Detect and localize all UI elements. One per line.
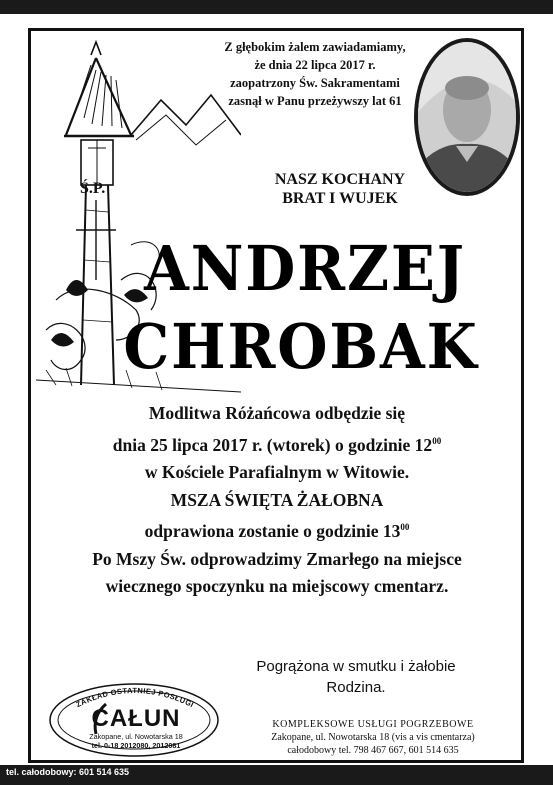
top-bar [0,0,553,14]
mourners-line: Pogrążona w smutku i żałobie [256,658,456,675]
funeral-company-info [228,718,518,757]
company-address: Zakopane, ul. Nowotarska 18 (vis a vis cmentarza) [271,732,475,743]
ceremony-line: Modlitwa Różańcowa odbędzie się [148,403,406,423]
ceremony-line: w Kościele Parafialnym w Witowie. [144,462,410,482]
intro-line: że dnia 22 lipca 2017 r. [254,58,376,72]
death-announcement [215,38,415,110]
ceremony-line: Po Mszy Św. odprowadzimy Zmarłego na miejsce [92,548,462,569]
logo-brand: CAŁUN [91,705,181,732]
intro-line: Z głębokim żalem zawiadamiamy, [224,40,406,54]
ceremony-line [30,428,524,460]
ceremony-line-text: dnia 25 lipca 2017 r. (wtorek) o godzinie 12 [112,434,433,455]
deceased-last-name: CHROBAK [123,310,479,383]
hour-minutes: 00 [432,435,442,446]
ceremony-line-text: odprawiona zostanie o godzinie 13 [144,521,401,541]
company-phone: całodobowy tel. 798 467 667, 601 514 635 [287,745,459,756]
ceremony-line [30,514,524,546]
logo-arc-text: ZAKŁAD OSTATNIEJ POSŁUGI [74,685,196,710]
relation-line: NASZ KOCHANY [274,171,406,188]
logo-address: Zakopane, ul. Nowotarska 18 [89,732,183,741]
calun-logo [44,678,224,760]
sp-abbreviation: Ś.P. [80,180,106,197]
hour-minutes: 00 [400,522,410,532]
relation-title [240,170,440,208]
deceased-first-name: ANDRZEJ [144,232,466,305]
bottom-bar [0,765,553,785]
ceremony-line: wiecznego spoczynku na miejscowy cmentarz. [105,576,449,596]
footer-phone: tel. całodobowy: 601 514 635 [6,767,130,777]
mourners-line: Rodzina. [326,679,386,696]
company-title: KOMPLEKSOWE USŁUGI POGRZEBOWE [272,719,474,730]
logo-phone: tel. 0-18 2012080, 2012081 [91,741,181,750]
ceremony-details [30,400,524,601]
relation-line: BRAT I WUJEK [282,190,398,207]
intro-line: zasnął w Panu przeżywszy lat 61 [228,94,402,108]
mourners-signature [236,656,476,698]
ceremony-line: MSZA ŚWIĘTA ŻAŁOBNA [170,489,384,510]
intro-line: zaopatrzony Św. Sakramentami [230,76,400,90]
